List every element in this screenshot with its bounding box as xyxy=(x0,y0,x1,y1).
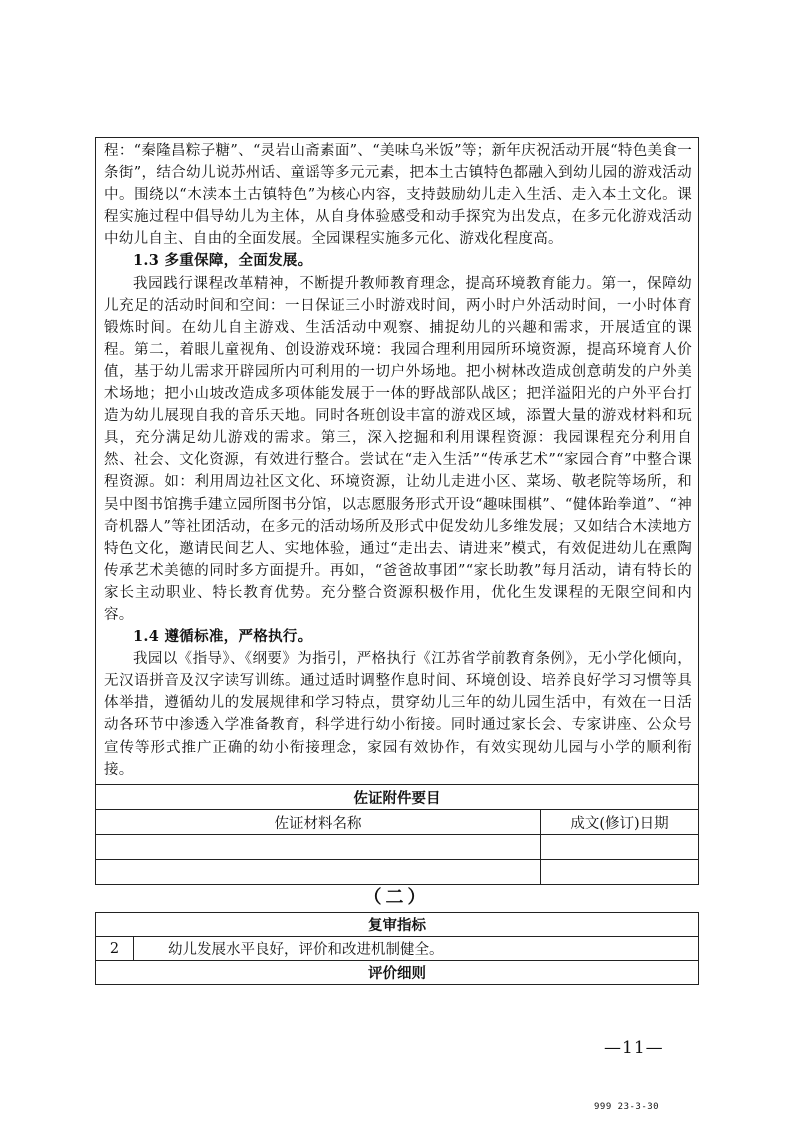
attachments-table xyxy=(95,784,699,885)
col-material-name: 佐证材料名称 xyxy=(96,810,541,835)
paragraph-continued: 程：“秦隆昌粽子糖”、“灵岩山斋素面”、“美味乌米饭”等；新年庆祝活动开展“特色美食一条街”，结合幼儿说苏州话、童谣等多元元素，把本土古镇特色都融入到幼儿园的游戏活动中。围绕以“木渎本土古镇特色”为核心内容，支持鼓励幼儿走入生活、走入本土文化。课程实施过程中倡导幼儿为主体，从自身体验感受和动手探究为出发点，在多元化游戏活动中幼儿自主、自由的全面发展。全园课程实施多元化、游戏化程度高。 xyxy=(104,143,692,248)
table-cell xyxy=(541,860,699,885)
table-row xyxy=(96,860,699,885)
paragraph-1-4: 我园以《指导》、《纲要》为指引，严格执行《江苏省学前教育条例》，无小学化倾向，无汉语拼音及汉字读写训练。通过适时调整作息时间、环境创设、培养良好学习习惯等具体举措，遵循幼儿的发展规律和学习特点，贯穿幼儿三年的幼儿园生活中，有效在一日活动各环节中渗透入学准备教育，科学进行幼小衔接。同时通过家长会、专家讲座、公众号宣传等形式推广正确的幼小衔接理念，家园有效协作，有效实现幼儿园与小学的顺利衔接。 xyxy=(104,651,692,778)
heading-1-4: 1.4 遵循标准，严格执行。 xyxy=(133,628,313,646)
indicator-number: 2 xyxy=(96,937,134,961)
body-text xyxy=(104,140,692,781)
col-date: 成文(修订)日期 xyxy=(541,810,699,835)
indicator-text: 幼儿发展水平良好，评价和改进机制健全。 xyxy=(134,937,699,961)
table-cell xyxy=(96,860,541,885)
table-row xyxy=(96,835,699,860)
paragraph-1-3: 我园践行课程改革精神，不断提升教师教育理念，提高环境教育能力。第一，保障幼儿充足的活动时间和空间：一日保证三小时游戏时间，两小时户外活动时间，一小时体育锻炼时间。在幼儿自主游戏、生活活动中观察、捕捉幼儿的兴趣和需求，开展适宜的课程。第二，着眼儿童视角、创设游戏环境：我园合理利用园所环境资源，提高环境育人价值，基于幼儿需求开辟园所内可利用的一切户外场地。把小树林改造成创意萌发的户外美术场地；把小山坡改造成多项体能发展于一体的野战部队战区；把洋溢阳光的户外平台打造为幼儿展现自我的音乐天地。同时各班创设丰富的游戏区域，添置大量的游戏材料和玩具，充分满足幼儿游戏的需求。第三，深入挖掘和利用课程资源：我园课程充分利用自然、社会、文化资源，有效进行整合。尝试在“走入生活”“传承艺术”“家园合育”中整合课程资源。如：利用周边社区文化、环境资源，让幼儿走进小区、菜场、敬老院等场所，和吴中图书馆携手建立园所图书分馆，以志愿服务形式开设“趣味围棋”、“健体跆拳道”、“神奇机器人”等社团活动，在多元的活动场所及形式中促发幼儿多维发展；又如结合木渎地方特色文化，邀请民间艺人、实地体验，通过“走出去、请进来”模式，有效促进幼儿在熏陶传承艺术美德的同时多方面提升。再如，“爸爸故事团”“家长助教”每月活动，请有特长的家长主动职业、特长教育优势。充分整合资源积极作用，优化生发课程的无限空间和内容。 xyxy=(104,275,692,623)
attachments-title: 佐证附件要目 xyxy=(96,785,699,810)
section-marker: （二） xyxy=(363,887,430,908)
page-number: —11— xyxy=(604,1038,664,1058)
print-stamp: 999 23-3-30 xyxy=(594,1102,660,1112)
evaluation-details-header: 评价细则 xyxy=(96,961,699,985)
review-header: 复审指标 xyxy=(96,913,699,937)
table-cell xyxy=(541,835,699,860)
heading-1-3: 1.3 多重保障，全面发展。 xyxy=(133,252,313,270)
table-cell xyxy=(96,835,541,860)
review-table xyxy=(95,912,699,985)
